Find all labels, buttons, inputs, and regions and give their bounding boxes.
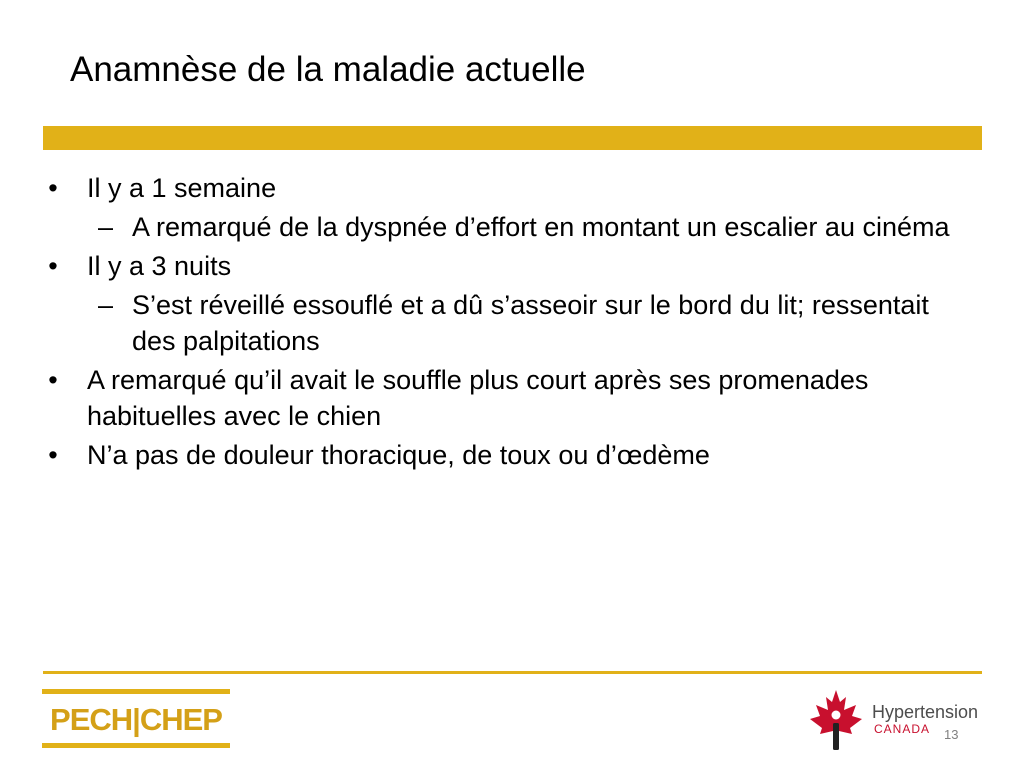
slide-title: Anamnèse de la maladie actuelle <box>70 50 586 89</box>
bullet-item <box>43 437 963 473</box>
pech-chep-logo-text: PECH|CHEP <box>50 702 222 737</box>
logo-bar-top <box>42 689 230 694</box>
sub-bullet-marker: – <box>98 290 114 320</box>
footer-divider <box>43 671 982 674</box>
bullet-text: Il y a 1 semaine <box>87 173 277 203</box>
bullet-text: Il y a 3 nuits <box>87 251 232 281</box>
hypertension-canada-logo <box>806 688 986 752</box>
slide-number: 13 <box>944 727 959 742</box>
sub-bullet-text: S’est réveillé essouflé et a dû s’asseoir sur le bord du lit; ressentait des palpitations <box>132 290 929 356</box>
bullet-marker: • <box>48 251 58 281</box>
logo-name: Hypertension <box>872 702 979 722</box>
title-underline-bar <box>43 126 982 150</box>
bullet-text: A remarqué qu’il avait le souffle plus court après ses promenades habituelles avec le chien <box>87 365 869 431</box>
bullet-marker: • <box>48 440 58 470</box>
bullet-list <box>43 170 963 476</box>
bullet-item <box>43 362 963 434</box>
pech-chep-logo <box>42 689 230 749</box>
bullet-marker: • <box>48 365 58 395</box>
bullet-text: N’a pas de douleur thoracique, de toux ou d’œdème <box>87 440 710 470</box>
logo-bar-bottom <box>42 743 230 748</box>
bullet-item <box>43 248 963 284</box>
maple-leaf-person-icon <box>806 688 866 752</box>
logo-country: CANADA <box>874 722 931 736</box>
sub-bullet-item <box>43 209 963 245</box>
sub-bullet-item <box>43 287 963 359</box>
bullet-item <box>43 170 963 206</box>
sub-bullet-text: A remarqué de la dyspnée d’effort en montant un escalier au cinéma <box>132 212 950 242</box>
bullet-marker: • <box>48 173 58 203</box>
sub-bullet-marker: – <box>98 212 114 242</box>
